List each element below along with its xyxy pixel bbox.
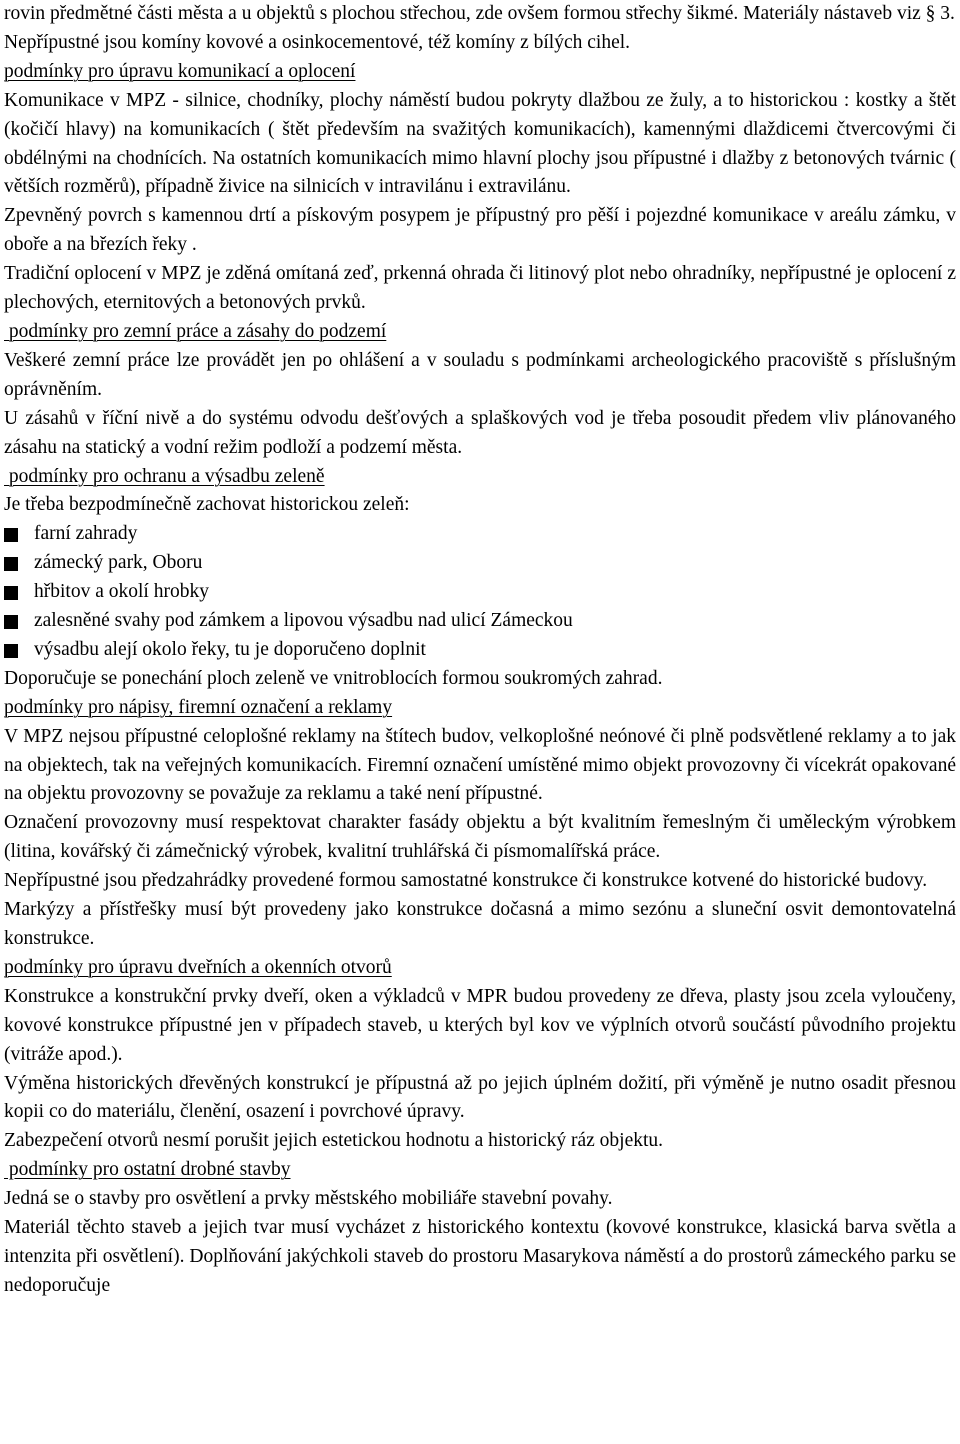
list-item-text: výsadbu alejí okolo řeky, tu je doporučeno doplnit [34,638,426,660]
paragraph-earthworks-river: U zásahů v říční nivě a do systému odvodu dešťových a splaškových vod je třeba posoudit předem vliv plánovaného zásahu na statický a vodní režim podloží a podzemí města. [4,407,956,458]
square-bullet-icon [4,615,18,629]
square-bullet-icon [4,528,18,542]
list-item-text: zámecký park, Oboru [34,552,203,574]
heading-greenery: podmínky pro ochranu a výsadbu zeleně [4,465,325,487]
paragraph-fencing: Tradiční oplocení v MPZ je zděná omítaná zeď, prkenná ohrada či litinový plot nebo ohradníky, nepřípustné je oplocení z plechových, eternitových a betonových prvků. [4,263,956,314]
list-item [4,636,956,665]
paragraph-intro-chimneys: Nepřípustné jsou komíny kovové a osinkocementové, též komíny z bílých cihel. [4,31,631,53]
heading-earthworks: podmínky pro zemní práce a zásahy do podzemí [4,320,387,342]
paragraph-intro-roofs: rovin předmětné části města a u objektů s plochou střechou, zde ovšem formou střechy šikmé. Materiály nástaveb viz § 3. [4,3,955,24]
paragraph-signage-business: Označení provozovny musí respektovat charakter fasády objektu a být kvalitním řemeslným či uměleckým výrobkem (litina, kovářský či zámečnický výrobek, kvalitní truhlářská či písmomalířská práce. [4,812,956,863]
greenery-list [4,520,956,665]
paragraph-small-structures-lighting: Jedná se o stavby pro osvětlení a prvky městského mobiliáře stavební povahy. [4,1188,613,1210]
paragraph-roads-gravel: Zpevněný povrch s kamennou drtí a pískovým posypem je přípustný pro pěší i pojezdné komunikace v areálu zámku, v oboře a na březích řeky . [4,205,956,256]
paragraph-roads-paving: Komunikace v MPZ - silnice, chodníky, plochy náměstí budou pokryty dlažbou ze žuly, a to historickou : kostky a štět (kočičí hlavy) na komunikacích ( štět především na svažitých komunikacích), kamennými dlaždicemi čtvercovými či obdélnými na chodnících. Na ostatních komunikacích mimo hlavní plochy jsou přípustné i dlažby z betonových tvárnic ( větších rozměrů), případně živice na silnicích v intravilánu i extravilánu. [4,89,956,198]
list-item-text: zalesněné svahy pod zámkem a lipovou výsadbu nad ulicí Zámeckou [34,610,573,632]
list-item-text: hřbitov a okolí hrobky [34,581,209,603]
paragraph-openings-security: Zabezpečení otvorů nesmí porušit jejich estetickou hodnotu a historický ráz objektu. [4,1130,664,1152]
paragraph-earthworks-archaeology: Veškeré zemní práce lze provádět jen po ohlášení a v souladu s podmínkami archeologického pracoviště s příslušným oprávněním. [4,349,956,400]
paragraph-greenery-outro: Doporučuje se ponechání ploch zeleně ve vnitroblocích formou soukromých zahrad. [4,667,663,689]
heading-openings: podmínky pro úpravu dveřních a okenních otvorů [4,956,392,978]
paragraph-openings-replacement: Výměna historických dřevěných konstrukcí je přípustná až po jejich úplném dožití, při výměně je nutno osadit přesnou kopii co do materiálu, členění, osazení i povrchové úpravy. [4,1072,956,1123]
paragraph-signage-gardens: Nepřípustné jsou předzahrádky provedené formou samostatné konstrukce či konstrukce kotvené do historické budovy. [4,870,928,892]
square-bullet-icon [4,644,18,658]
list-item [4,578,956,607]
list-item [4,607,956,636]
paragraph-signage-ads: V MPZ nejsou přípustné celoplošné reklamy na štítech budov, velkoplošné neónové či plně podsvětlené reklamy a to jak na objektech, tak na veřejných komunikacích. Firemní označení umístěné mimo objekt provozovny či vícekrát opakované na objektu provozovny se považuje za reklamu a také není přípustné. [4,725,956,805]
paragraph-greenery-intro: Je třeba bezpodmínečně zachovat historickou zeleň: [4,494,410,516]
list-item [4,549,956,578]
document-page [4,0,956,1301]
heading-signage: podmínky pro nápisy, firemní označení a reklamy [4,696,393,718]
paragraph-openings-materials: Konstrukce a konstrukční prvky dveří, oken a výkladců v MPR budou provedeny ze dřeva, plasty jsou zcela vyloučeny, kovové konstrukce přípustné jen v případech staveb, u kterých byl kov ve výplních otvorů součástí původního projektu (vitráže apod.). [4,985,956,1065]
square-bullet-icon [4,586,18,600]
heading-roads-fencing: podmínky pro úpravu komunikací a oplocení [4,60,356,82]
list-item [4,520,956,549]
heading-small-structures: podmínky pro ostatní drobné stavby [4,1159,291,1181]
list-item-text: farní zahrady [34,523,138,545]
paragraph-signage-awnings: Markýzy a přístřešky musí být provedeny jako konstrukce dočasná a mimo sezónu a sluneční osvit demontovatelná konstrukce. [4,899,956,949]
square-bullet-icon [4,557,18,571]
paragraph-small-structures-material: Materiál těchto staveb a jejich tvar musí vycházet z historického kontextu (kovové konstrukce, klasická barva světla a intenzita při osvětlení). Doplňování jakýchkoli staveb do prostoru Masarykova náměstí a do prostorů zámeckého parku se nedoporučuje [4,1217,956,1296]
